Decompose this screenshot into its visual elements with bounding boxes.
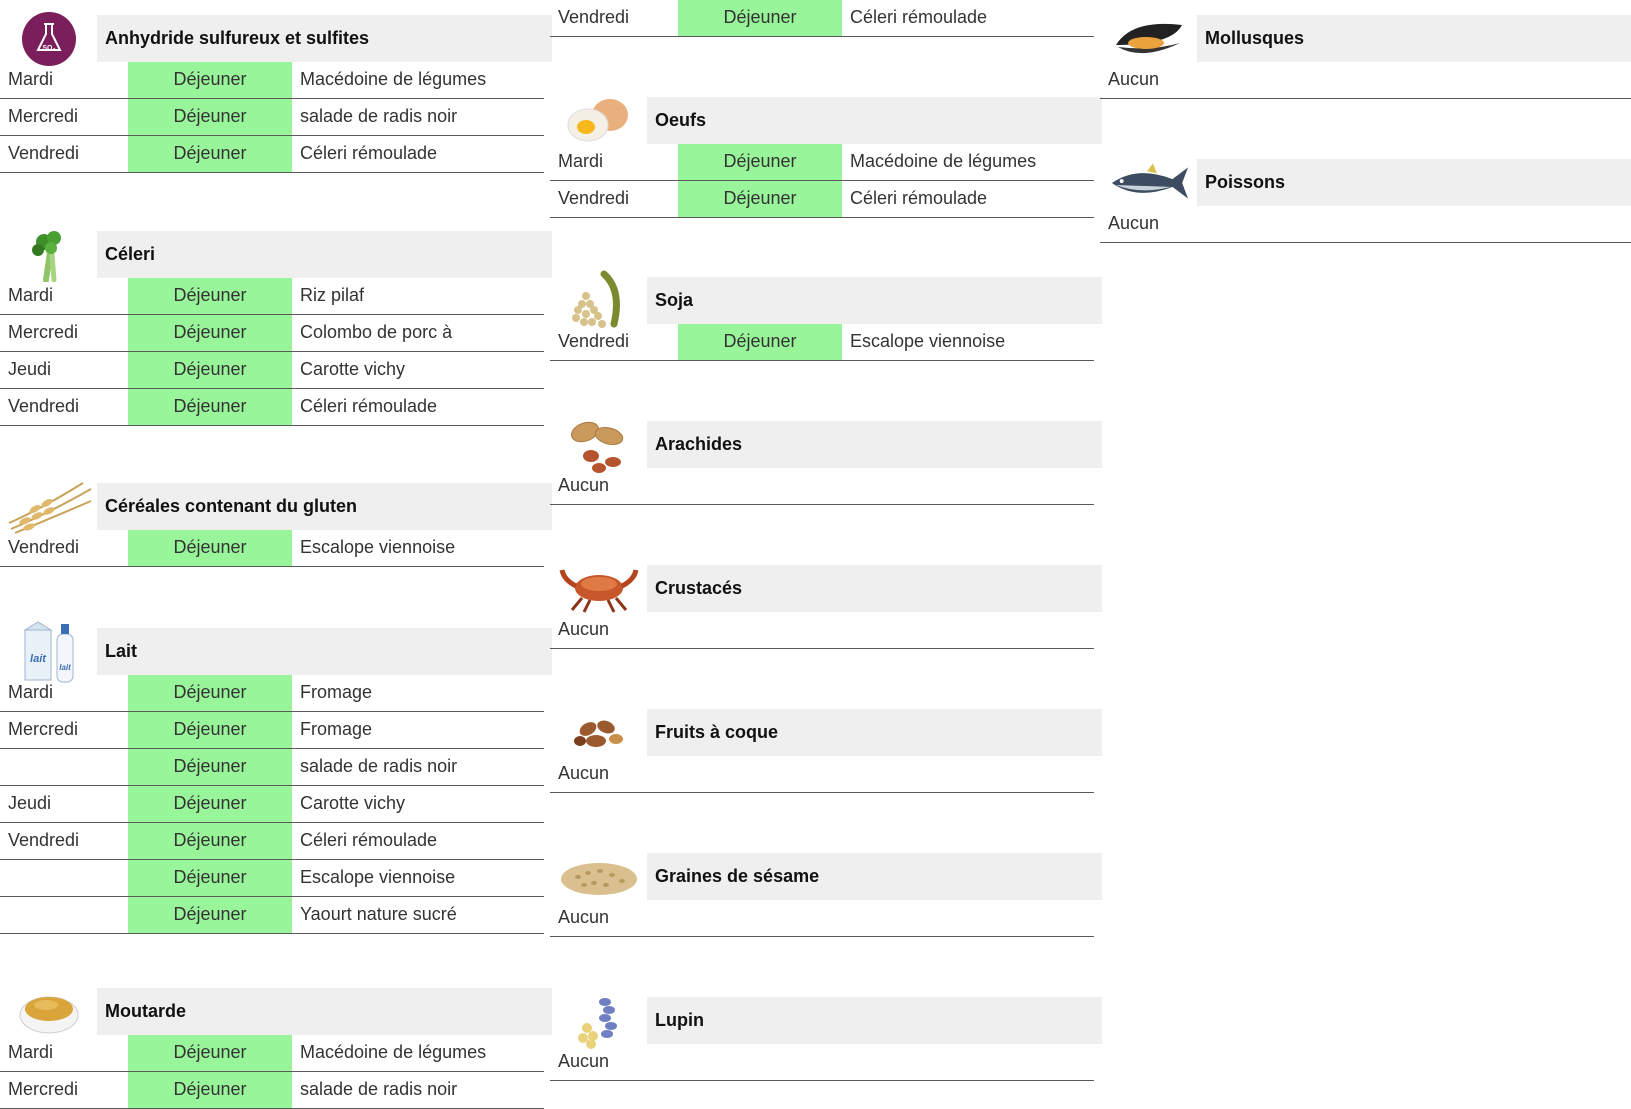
menu-rows bbox=[550, 1044, 1094, 1081]
meal-cell: Déjeuner bbox=[128, 1035, 292, 1071]
milk-icon bbox=[8, 621, 90, 683]
day-cell: Mardi bbox=[8, 69, 54, 89]
meal-cell: Déjeuner bbox=[678, 0, 842, 36]
section-title: Lait bbox=[105, 641, 138, 661]
table-row bbox=[550, 324, 1094, 361]
none-cell: Aucun bbox=[1108, 69, 1160, 89]
menu-rows bbox=[550, 756, 1094, 793]
dish-cell: Céleri rémoulade bbox=[300, 830, 438, 850]
day-cell: Mercredi bbox=[8, 719, 79, 739]
menu-rows bbox=[0, 675, 544, 934]
day-cell: Vendredi bbox=[8, 396, 80, 416]
dish-cell: Carotte vichy bbox=[300, 359, 406, 379]
section-title-bar bbox=[97, 483, 552, 530]
dish-cell: Riz pilaf bbox=[300, 285, 365, 305]
section-title: Lupin bbox=[655, 1010, 704, 1030]
section-header bbox=[550, 421, 1102, 471]
menu-rows bbox=[550, 900, 1094, 937]
dish-cell: Carotte vichy bbox=[300, 793, 406, 813]
none-cell: Aucun bbox=[558, 619, 610, 639]
menu-rows bbox=[0, 62, 544, 173]
section-header bbox=[550, 997, 1102, 1047]
section-title: Poissons bbox=[1205, 172, 1286, 192]
none-cell: Aucun bbox=[558, 763, 610, 783]
meal-cell: Déjeuner bbox=[128, 278, 292, 314]
section-title: Céréales contenant du gluten bbox=[105, 496, 358, 516]
menu-rows bbox=[550, 144, 1094, 218]
day-cell: Vendredi bbox=[8, 830, 80, 850]
section-title: Crustacés bbox=[655, 578, 743, 598]
table-row bbox=[550, 144, 1094, 181]
svg-text:lait: lait bbox=[59, 663, 71, 672]
sulfite-badge-text: SO₂ bbox=[42, 45, 56, 52]
meal-cell: Déjeuner bbox=[128, 897, 292, 933]
meal-cell: Déjeuner bbox=[128, 352, 292, 388]
table-row bbox=[0, 897, 544, 934]
section-title-bar bbox=[647, 421, 1102, 468]
table-row bbox=[1100, 62, 1631, 99]
meal-cell: Déjeuner bbox=[128, 389, 292, 425]
table-row bbox=[0, 675, 544, 712]
day-cell: Vendredi bbox=[558, 7, 630, 27]
menu-rows bbox=[1100, 62, 1631, 99]
section-title: Graines de sésame bbox=[655, 866, 820, 886]
section-title: Anhydride sulfureux et sulfites bbox=[105, 28, 370, 48]
day-cell: Mercredi bbox=[8, 322, 79, 342]
section-title-bar bbox=[1197, 15, 1631, 62]
section-header bbox=[0, 15, 552, 65]
dish-cell: Céleri rémoulade bbox=[850, 188, 988, 208]
sesame-icon bbox=[558, 846, 640, 908]
svg-text:lait: lait bbox=[30, 653, 46, 665]
section-title-bar bbox=[647, 853, 1102, 900]
dish-cell: Céleri rémoulade bbox=[300, 143, 438, 163]
eggs-icon bbox=[558, 90, 640, 152]
table-row bbox=[0, 1072, 544, 1109]
section-header bbox=[0, 483, 552, 533]
meal-cell: Déjeuner bbox=[678, 324, 842, 360]
dish-cell: Escalope viennoise bbox=[850, 331, 1006, 351]
day-cell: Mercredi bbox=[8, 1079, 79, 1099]
day-cell: Jeudi bbox=[8, 793, 52, 813]
dish-cell: Fromage bbox=[300, 719, 373, 739]
mussel-icon bbox=[1108, 8, 1190, 70]
day-cell: Mardi bbox=[8, 285, 54, 305]
section-title-bar bbox=[97, 988, 552, 1035]
section-title-bar bbox=[647, 709, 1102, 756]
dish-cell: salade de radis noir bbox=[300, 106, 458, 126]
section-title-bar bbox=[97, 15, 552, 62]
meal-cell: Déjeuner bbox=[678, 144, 842, 180]
table-row bbox=[0, 712, 544, 749]
table-row bbox=[0, 823, 544, 860]
none-cell: Aucun bbox=[1108, 213, 1160, 233]
day-cell: Vendredi bbox=[8, 537, 80, 557]
table-row bbox=[0, 278, 544, 315]
section-title: Céleri bbox=[105, 244, 156, 264]
table-row bbox=[0, 99, 544, 136]
day-cell: Mardi bbox=[8, 682, 54, 702]
crab-icon bbox=[558, 558, 640, 620]
meal-cell: Déjeuner bbox=[128, 823, 292, 859]
meal-cell: Déjeuner bbox=[128, 712, 292, 748]
table-row bbox=[550, 612, 1094, 649]
meal-cell: Déjeuner bbox=[128, 315, 292, 351]
table-row bbox=[0, 136, 544, 173]
dish-cell: Céleri rémoulade bbox=[300, 396, 438, 416]
lupin-icon bbox=[558, 990, 640, 1052]
section-header bbox=[550, 853, 1102, 903]
mustard-icon bbox=[8, 981, 90, 1043]
table-row bbox=[0, 860, 544, 897]
meal-cell: Déjeuner bbox=[128, 786, 292, 822]
section-header bbox=[0, 988, 552, 1038]
day-cell: Mercredi bbox=[8, 106, 79, 126]
dish-cell: salade de radis noir bbox=[300, 756, 458, 776]
wheat-icon bbox=[4, 476, 96, 538]
meal-cell: Déjeuner bbox=[128, 99, 292, 135]
section-title: Oeufs bbox=[655, 110, 707, 130]
section-header bbox=[1100, 15, 1631, 65]
table-row bbox=[550, 181, 1094, 218]
dish-cell: Fromage bbox=[300, 682, 373, 702]
day-cell: Mardi bbox=[558, 151, 604, 171]
section-header bbox=[1100, 159, 1631, 209]
menu-rows bbox=[1100, 206, 1631, 243]
meal-cell: Déjeuner bbox=[128, 749, 292, 785]
meal-cell: Déjeuner bbox=[678, 181, 842, 217]
meal-cell: Déjeuner bbox=[128, 530, 292, 566]
day-cell: Mardi bbox=[8, 1042, 54, 1062]
none-cell: Aucun bbox=[558, 475, 610, 495]
table-row bbox=[0, 62, 544, 99]
day-cell: Vendredi bbox=[558, 331, 630, 351]
table-row bbox=[0, 749, 544, 786]
table-row bbox=[0, 530, 544, 567]
celery-icon bbox=[8, 224, 90, 286]
meal-cell: Déjeuner bbox=[128, 136, 292, 172]
section-title: Soja bbox=[655, 290, 694, 310]
section-header bbox=[0, 231, 552, 281]
meal-cell: Déjeuner bbox=[128, 62, 292, 98]
section-title-bar bbox=[647, 97, 1102, 144]
table-row bbox=[0, 1035, 544, 1072]
section-title: Fruits à coque bbox=[655, 722, 779, 742]
dish-cell: Macédoine de légumes bbox=[850, 151, 1037, 171]
meal-cell: Déjeuner bbox=[128, 1072, 292, 1108]
menu-rows bbox=[0, 278, 544, 426]
menu-rows bbox=[550, 468, 1094, 505]
peanut-icon bbox=[558, 414, 640, 476]
table-row bbox=[0, 786, 544, 823]
none-cell: Aucun bbox=[558, 1051, 610, 1071]
table-row bbox=[550, 0, 1094, 37]
section-title-bar bbox=[647, 565, 1102, 612]
menu-rows bbox=[550, 0, 1094, 37]
section-header bbox=[550, 277, 1102, 327]
day-cell: Jeudi bbox=[8, 359, 52, 379]
menu-rows bbox=[550, 612, 1094, 649]
table-row bbox=[550, 900, 1094, 937]
dish-cell: Macédoine de légumes bbox=[300, 1042, 487, 1062]
section-title-bar bbox=[647, 277, 1102, 324]
meal-cell: Déjeuner bbox=[128, 675, 292, 711]
table-row bbox=[0, 352, 544, 389]
dish-cell: salade de radis noir bbox=[300, 1079, 458, 1099]
none-cell: Aucun bbox=[558, 907, 610, 927]
section-header bbox=[550, 97, 1102, 147]
table-row bbox=[1100, 206, 1631, 243]
menu-rows bbox=[0, 1035, 544, 1109]
section-title: Moutarde bbox=[105, 1001, 186, 1021]
section-title-bar bbox=[1197, 159, 1631, 206]
menu-rows bbox=[550, 324, 1094, 361]
section-header bbox=[550, 709, 1102, 759]
fish-icon bbox=[1108, 152, 1190, 214]
table-row bbox=[550, 1044, 1094, 1081]
dish-cell: Céleri rémoulade bbox=[850, 7, 988, 27]
section-title: Arachides bbox=[655, 434, 743, 454]
section-header bbox=[550, 565, 1102, 615]
table-row bbox=[0, 389, 544, 426]
sulfite-flask-icon bbox=[8, 8, 90, 70]
section-title-bar bbox=[97, 231, 552, 278]
day-cell: Vendredi bbox=[558, 188, 630, 208]
dish-cell: Colombo de porc à bbox=[300, 322, 453, 342]
soy-icon bbox=[558, 270, 640, 332]
table-row bbox=[550, 468, 1094, 505]
section-title-bar bbox=[647, 997, 1102, 1044]
table-row bbox=[0, 315, 544, 352]
section-title-bar bbox=[97, 628, 552, 675]
dish-cell: Escalope viennoise bbox=[300, 867, 456, 887]
dish-cell: Yaourt nature sucré bbox=[300, 904, 457, 924]
table-row bbox=[550, 756, 1094, 793]
nuts-icon bbox=[558, 702, 640, 764]
day-cell: Vendredi bbox=[8, 143, 80, 163]
meal-cell: Déjeuner bbox=[128, 860, 292, 896]
section-header bbox=[0, 628, 552, 678]
dish-cell: Macédoine de légumes bbox=[300, 69, 487, 89]
section-title: Mollusques bbox=[1205, 28, 1305, 48]
dish-cell: Escalope viennoise bbox=[300, 537, 456, 557]
menu-rows bbox=[0, 530, 544, 567]
